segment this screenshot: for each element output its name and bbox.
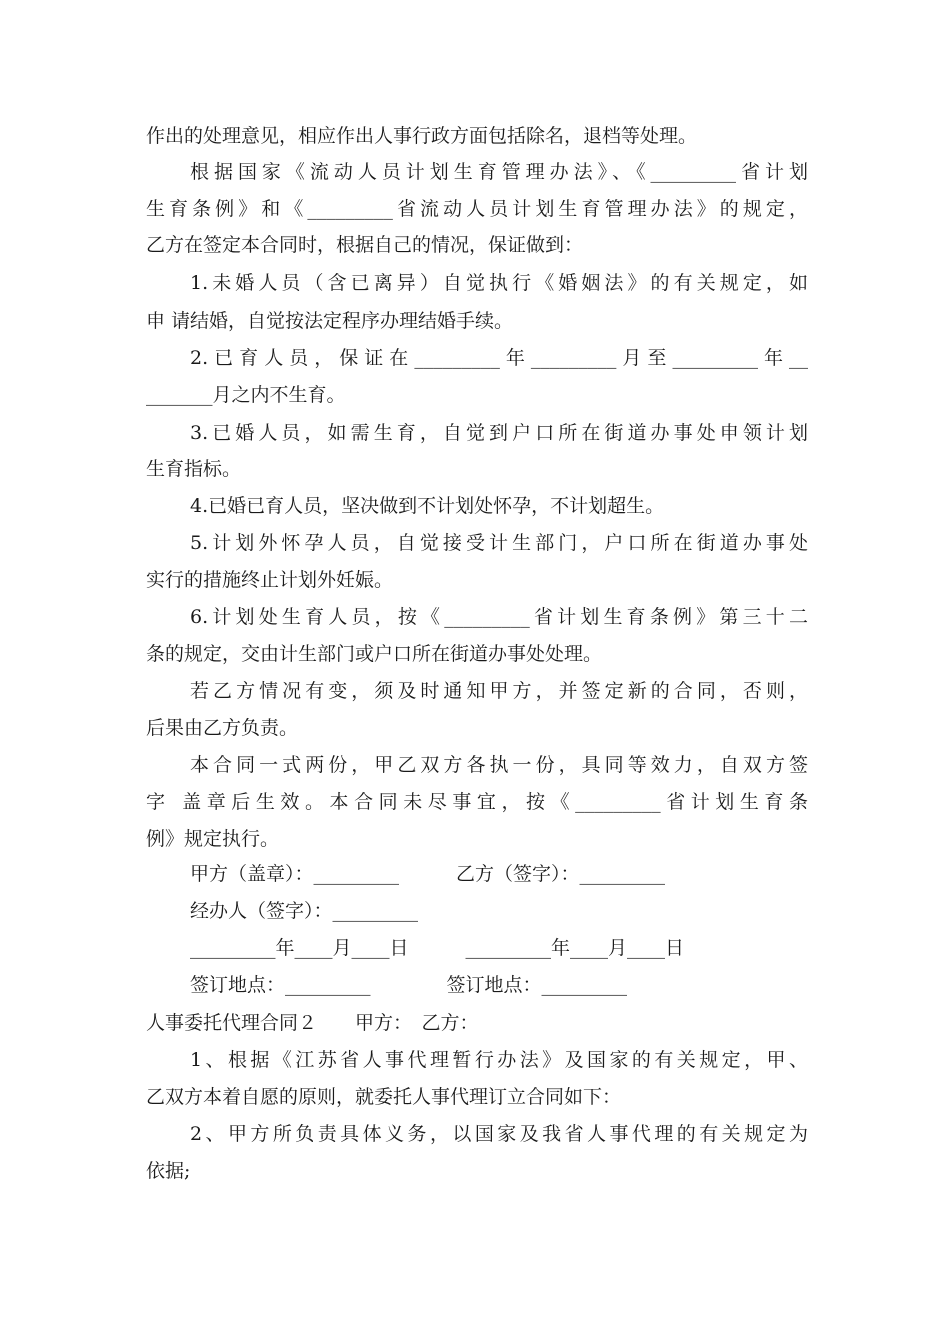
signature-line-parties: 甲方（盖章）：_________ 乙方（签字）：_________ <box>190 863 666 885</box>
signature-line-agent: 经办人（签字）：_________ <box>190 900 419 922</box>
text-line: 4.已婚已育人员，坚决做到不计划处怀孕，不计划超生。 <box>190 495 665 517</box>
text-line: 实行的措施终止计划外妊娠。 <box>146 569 394 591</box>
text-line: 申 请结婚，自觉按法定程序办理结婚手续。 <box>146 310 514 332</box>
text-line: 后果由乙方负责。 <box>146 717 299 739</box>
text-line: 乙双方本着自愿的原则，就委托人事代理订立合同如下： <box>146 1086 622 1108</box>
text-line: 1.未婚人员（含已离异）自觉执行《婚姻法》的有关规定，如 <box>190 272 808 294</box>
text-line: 3.已婚人员，如需生育，自觉到户口所在街道办事处申领计划 <box>190 422 808 444</box>
text-line: 本合同一式两份，甲乙双方各执一份，具同等效力，自双方签 <box>190 754 808 776</box>
text-line: 条的规定，交由计生部门或户口所在街道办事处处理。 <box>146 643 603 665</box>
location-line: 签订地点：_________ 签订地点：_________ <box>190 974 628 996</box>
text-line: 生育条例》和《_________省流动人员计划生育管理办法》的规定， <box>146 198 808 220</box>
date-line: _________年____月____日 _________年____月____日 <box>190 937 685 959</box>
text-line: 根据国家《流动人员计划生育管理办法》、《_________省计划 <box>190 161 808 183</box>
text-line: 1、根据《江苏省人事代理暂行办法》及国家的有关规定，甲、 <box>190 1049 808 1071</box>
text-line: 2.已育人员，保证在_________年_________月至_________年__ <box>190 347 808 369</box>
text-line: 生育指标。 <box>146 458 242 480</box>
text-line: 依据; <box>146 1160 191 1182</box>
text-line: _______月之内不生育。 <box>146 384 346 406</box>
text-line: 2、甲方所负责具体义务，以国家及我省人事代理的有关规定为 <box>190 1123 808 1145</box>
text-line: 字 盖章后生效。本合同未尽事宜，按《_________省计划生育条 <box>146 791 808 813</box>
contract-heading: 人事委托代理合同２ 甲方： 乙方： <box>146 1012 479 1034</box>
text-line: 若乙方情况有变，须及时通知甲方，并签定新的合同，否则， <box>190 680 808 702</box>
text-line: 6.计划处生育人员，按《_________省计划生育条例》第三十二 <box>190 606 808 628</box>
text-line: 作出的处理意见，相应作出人事行政方面包括除名，退档等处理。 <box>146 125 698 147</box>
text-line: 5.计划外怀孕人员，自觉接受计生部门，户口所在街道办事处 <box>190 532 808 554</box>
text-line: 例》规定执行。 <box>146 828 280 850</box>
text-line: 乙方在签定本合同时，根据自己的情况，保证做到： <box>146 234 584 256</box>
